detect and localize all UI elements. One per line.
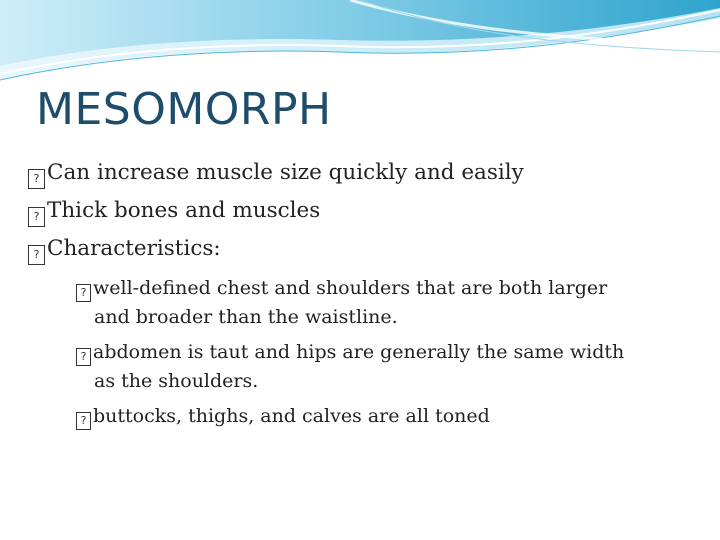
sub-bullet-point [28,274,708,303]
bullet-text: Can increase muscle size quickly and easily [47,160,524,185]
decorative-wave-banner [0,0,720,90]
missing-glyph-bullet-icon: ? [28,169,45,189]
missing-glyph-bullet-icon: ? [76,284,91,302]
bullet-text: Characteristics: [47,236,221,261]
slide-title: MESOMORPH [36,84,332,135]
sub-bullet-text: buttocks, thighs, and calves are all toned [93,405,490,427]
sub-bullet-continuation: and broader than the waistline. [94,306,398,328]
bullet-list [28,154,708,431]
missing-glyph-bullet-icon: ? [28,245,45,265]
bullet-text: Thick bones and muscles [47,198,321,223]
bullet-point [28,154,708,192]
sub-bullet-text: well-defined chest and shoulders that are both larger [93,277,608,299]
sub-bullet-continuation: as the shoulders. [94,370,259,392]
bullet-point [28,230,708,268]
missing-glyph-bullet-icon: ? [28,207,45,227]
missing-glyph-bullet-icon: ? [76,412,91,430]
sub-bullet-point [28,338,708,367]
bullet-point [28,192,708,230]
sub-bullet-text: abdomen is taut and hips are generally the same width [93,341,625,363]
missing-glyph-bullet-icon: ? [76,348,91,366]
sub-bullet-point [28,402,708,431]
